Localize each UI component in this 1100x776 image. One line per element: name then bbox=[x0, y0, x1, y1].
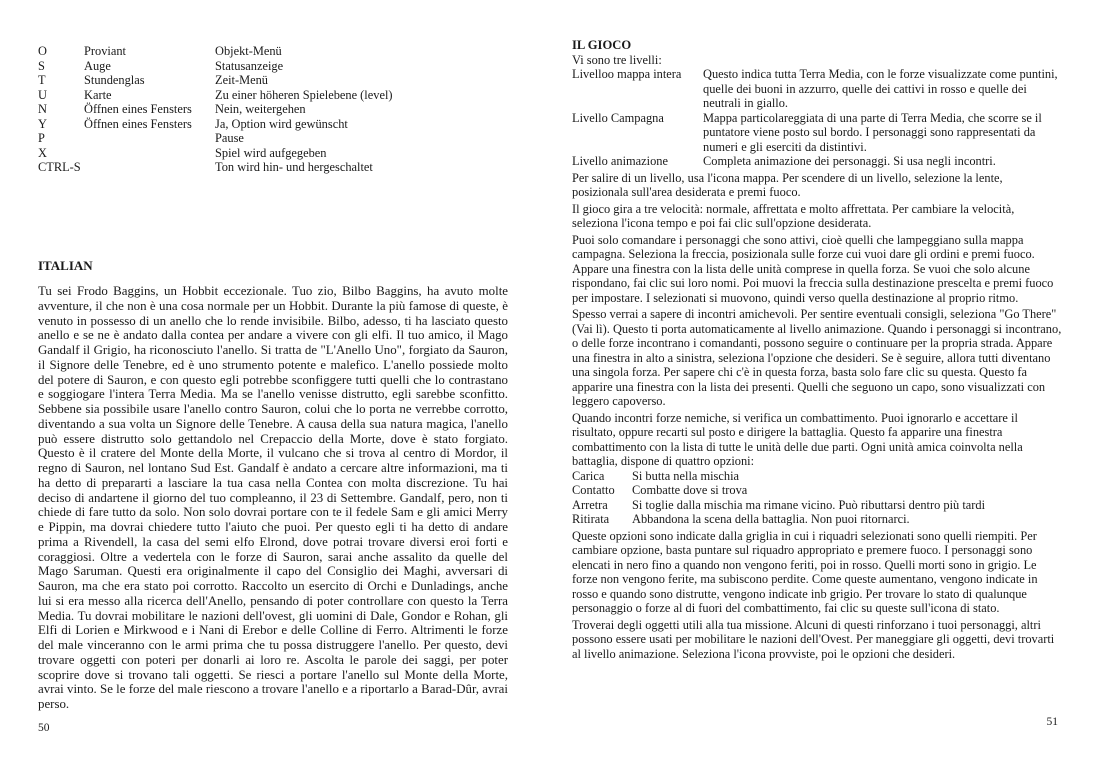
body-paragraph: Il gioco gira a tre velocità: normale, affrettata e molto affrettata. Per cambiare la velocità, seleziona l'icona tempo e poi fai clic sull'opzione desiderata. bbox=[572, 201, 1015, 230]
key-german: Stundenglas bbox=[84, 73, 145, 87]
key-description: Zu einer höheren Spielebene (level) bbox=[215, 87, 393, 102]
option-description: Abbandona la scena della battaglia. Non puoi ritornarci. bbox=[632, 512, 910, 526]
key-german: Karte bbox=[84, 87, 112, 102]
option-entry bbox=[572, 498, 1062, 513]
level-description: Completa animazione dei personaggi. Si usa negli incontri. bbox=[703, 154, 996, 168]
right-page bbox=[550, 0, 1100, 776]
key-german: Öffnen eines Fensters bbox=[84, 102, 192, 116]
key-german: Öffnen eines Fensters bbox=[84, 116, 192, 131]
key-description: Pause bbox=[215, 131, 244, 145]
section-heading: ITALIAN bbox=[38, 258, 93, 273]
key-code: U bbox=[38, 87, 47, 102]
key-code: X bbox=[38, 145, 47, 160]
key-code: Y bbox=[38, 116, 47, 131]
key-code: CTRL-S bbox=[38, 160, 81, 174]
key-row bbox=[38, 160, 393, 175]
key-code: T bbox=[38, 73, 46, 87]
option-description: Si butta nella mischia bbox=[632, 468, 740, 483]
key-row bbox=[38, 44, 393, 59]
key-row bbox=[38, 73, 393, 88]
option-entry bbox=[572, 512, 1062, 527]
option-name: Arretra bbox=[572, 497, 608, 512]
option-name: Carica bbox=[572, 468, 605, 483]
key-row bbox=[38, 59, 393, 74]
body-paragraph: Spesso verrai a sapere di incontri amichevoli. Per sentire eventuali consigli, seleziona "Go There" (Vai lì). Questo ti porta automaticamente al livello animazione. Quando i personaggi si incontrano, o delle forze incontrano i comandanti, possono seguire o continuare per la propria strada. Appare una finestra in alto a sinistra, seleziona l'opzione che desideri. Se è seguire, allora tutti diventano una singola forza. Per sapere chi c'è in questa forza, basta solo fare clic su questa. Questo fa apparire una finestra con la lista dei presenti. Quelli che seguono un capo, sono visualizzati con leggero capoverso. bbox=[572, 307, 1062, 408]
option-entry bbox=[572, 483, 1062, 498]
key-german bbox=[84, 160, 215, 175]
body-paragraph: Puoi solo comandare i personaggi che sono attivi, cioè quelli che lampeggiano sulla mappa campagna. Seleziona la freccia, posizionala sulle forze cui vuoi dare gli ordini e premi fuoco. Appare una finestra con la lista delle unità comprese in quella forza. Se vuoi che solo alcune rispondano, fai clic sui loro nomi. Poi muovi la freccia sulla destinazione prescelta e premi fuoco per impostare. I selezionati si muovono, quindi verso quella destinazione al proprio ritmo. bbox=[572, 232, 1054, 305]
key-row bbox=[38, 88, 393, 103]
key-description: Zeit-Menü bbox=[215, 73, 268, 87]
key-row bbox=[38, 117, 393, 132]
option-name: Contatto bbox=[572, 483, 615, 497]
key-description: Objekt-Menü bbox=[215, 44, 282, 58]
levels-intro: Vi sono tre livelli: bbox=[572, 52, 662, 67]
level-name: Livello Campagna bbox=[572, 110, 664, 125]
level-name: Livelloo mappa intera bbox=[572, 67, 682, 81]
level-entry bbox=[572, 111, 1062, 155]
key-description: Nein, weitergehen bbox=[215, 102, 306, 116]
key-german: Auge bbox=[84, 58, 111, 73]
key-row bbox=[38, 102, 393, 117]
left-page bbox=[0, 0, 540, 776]
key-row bbox=[38, 146, 393, 161]
key-description: Statusanzeige bbox=[215, 58, 284, 73]
key-description: Ja, Option wird gewünscht bbox=[215, 116, 348, 131]
key-german bbox=[84, 131, 215, 146]
page-number: 51 bbox=[1046, 716, 1058, 728]
section-title: IL GIOCO bbox=[572, 38, 632, 52]
level-entry bbox=[572, 67, 1062, 111]
key-code: N bbox=[38, 102, 47, 116]
body-paragraph: Quando incontri forze nemiche, si verifica un combattimento. Puoi ignorarlo e accettare il risultato, oppure recarti sul posto e dirigere la battaglia. Questo fa apparire una finestra combattimento con la lista di tutte le unità delle due parti. Ogni unità amica coinvolta nella battaglia, dispone di quattro opzioni: bbox=[572, 410, 1023, 468]
level-entry bbox=[572, 154, 1062, 169]
level-description: Questo indica tutta Terra Media, con le forze visualizzate come puntini, quelle dei buoni in azzurro, quelle dei cattivi in rosso e quelle dei neutrali in giallo. bbox=[703, 67, 1058, 110]
option-description: Combatte dove si trova bbox=[632, 483, 748, 497]
page-number: 50 bbox=[38, 722, 50, 734]
game-section bbox=[572, 38, 1062, 661]
body-paragraph: Troverai degli oggetti utili alla tua missione. Alcuni di questi rinforzano i tuoi personaggi, altri possono essere usati per mobilitare le nazioni dell'Ovest. Per maneggiare gli oggetti, devi trovarti al livello animazione. Seleziona l'icona provviste, poi le opzioni che desideri. bbox=[572, 617, 1055, 661]
key-german bbox=[84, 146, 215, 161]
key-code: O bbox=[38, 44, 47, 58]
story-paragraph: Tu sei Frodo Baggins, un Hobbit eccezionale. Tuo zio, Bilbo Baggins, ha avuto molte avventure, il che non è una cosa normale per un Hobbit. Durante la più famose di queste, è venuto in possesso di un anello che lo rende invisibile. Bilbo, adesso, ti ha lasciato questo anello e se ne è andato dalla contea per andare a vivere con gli elfi. Il tuo amico, il Mago Gandalf il Grigio, ha riconosciuto l'anello. Si tratta de "L'Anello Uno", forgiato da Sauron, il Signore delle Tenebre, ed è uno strumento potente e malefico. L'anello possiede molto del potere di Sauron, e con questo egli potrebbe sconfiggere tutti quelli che lo contrastano e soggiogare l'intera Terra Media. Ma se l'anello venisse distrutto, egli sarebbe sconfitto. Sebbene sia possibile usare l'anello contro Sauron, colui che lo porta ne verrebbe corrotto, diventando a sua volta un Signore delle Tenebre. A causa della sua natura magica, l'anello può essere distrutto solo gettandolo nel Crepaccio della Morte, dove è stato forgiato. Questo è il cratere del Monte della Morte, il vulcano che si trova al centro di Mordor, il regno di Sauron, nel lontano Sud Est. Gandalf è andato a cercare altre informazioni, ma ti ha detto di prepararti a lasciare la tua casa nella Contea con molta discrezione. Tu hai deciso di andartene il giorno del tuo compleanno, il 23 di Settembre. Gandalf, pero, non ti chiede di fare tutto da solo. Non solo dovrai portare con te il fedele Sam e gli amici Merry e Pippin, ma dovrai chiedere tutto l'aiuto che puoi. Per questo egli ti ha detto di andare prima a Rivendell, la casa del semi elfo Elrond, dove potrai trovare diversi eroi forti e coraggiosi. Oltre a vedertela con le forze di Sauron, sarai anche assalito da quelle del Mago Saruman. Questi era originalmente il capo del Consiglio dei Maghi, avversari di Sauron, ma che era stato poi corrotto. Raccolto un esercito di Orchi e Dunladings, anche lui si era messo alla ricerca dell'Anello, pensando di poter controllare con questo la Terra Media. Tu dovrai mobilitare le nazioni dell'ovest, gli uomini di Dale, Gondor e Rohan, gli Elfi di Lorien e Mirkwood e i Nani di Erebor e delle Colline di Ferro. Altrimenti le forze del male vinceranno con le armi prima che tu possa distruggere l'anello. Per questo, devi trovare oggetti con poteri per donarli ai loro re. Ascolta le parole dei saggi, per poter scoprire dove si trovano tali oggetti. Se riesci a portare l'anello sul Monte della Morte, avrai vinto. Se le forze del male riescono a trovare l'anello e a riportarlo a Barad-Dûr, avrai perso. bbox=[38, 284, 508, 711]
key-description: Ton wird hin- und hergeschaltet bbox=[215, 160, 373, 174]
key-german: Proviant bbox=[84, 44, 126, 58]
option-entry bbox=[572, 469, 1062, 484]
key-description: Spiel wird aufgegeben bbox=[215, 145, 327, 160]
option-name: Ritirata bbox=[572, 512, 610, 526]
level-name: Livello animazione bbox=[572, 154, 668, 168]
key-table bbox=[38, 44, 393, 175]
level-description: Mappa particolareggiata di una parte di Terra Media, che scorre se il puntatore viene posto sul bordo. I personaggi sono rappresentati da numeri e gli eserciti da distintivi. bbox=[703, 110, 1042, 154]
body-paragraph: Per salire di un livello, usa l'icona mappa. Per scendere di un livello, selezione la lente, posizionala sull'area desiderata e premi fuoco. bbox=[572, 170, 1003, 199]
key-code: S bbox=[38, 58, 45, 73]
body-paragraph: Queste opzioni sono indicate dalla griglia in cui i riquadri selezionati sono quelli riempiti. Per cambiare opzione, basta puntare sul riquadro appropriato e premere fuoco. I personaggi sono elencati in nero fino a quando non vengono feriti, poi in rosso. Quelli morti sono in grigio. Le forze non vengono ferite, ma subiscono perdite. Come queste aumentano, vengono indicate in rosso e quando sono distrutte, vengono indicate inb grigio. Per trovare lo stato di qualunque personaggio o forze al di fuori del combattimento, fai clic su queste sull'icona di stato. bbox=[572, 528, 1038, 615]
option-description: Si toglie dalla mischia ma rimane vicino. Può ributtarsi dentro più tardi bbox=[632, 497, 986, 512]
key-code: P bbox=[38, 131, 45, 145]
key-row bbox=[38, 131, 393, 146]
